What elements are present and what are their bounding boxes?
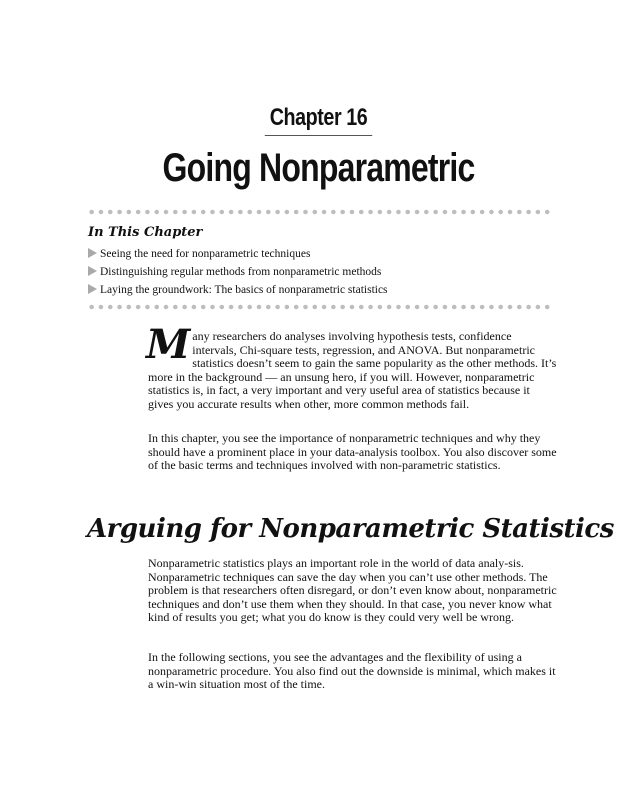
- chapter-number: [0, 104, 637, 136]
- list-item-text: Laying the groundwork: The basics of nonparametric statistics: [100, 284, 388, 296]
- chapter-title: Going Nonparametric: [162, 146, 475, 190]
- section-paragraph-2: In the following sections, you see the advantages and the flexibility of using a nonparametric procedure. You also find out the downside is minimal, which makes it a win-win situation most of the time.: [148, 650, 556, 692]
- drop-cap: M: [146, 321, 191, 368]
- intro-paragraph-1: [146, 321, 558, 412]
- section-text-2: [148, 651, 558, 692]
- in-this-chapter-list: [88, 245, 388, 299]
- triangle-bullet-icon: [88, 284, 97, 294]
- section-text: [148, 557, 558, 625]
- chapter-number-label: Chapter 16: [265, 104, 372, 136]
- dotted-divider-bottom: [87, 304, 553, 310]
- list-item-text: Distinguishing regular methods from nonparametric methods: [100, 266, 382, 278]
- list-item: [88, 263, 388, 281]
- list-item: [88, 245, 388, 263]
- triangle-bullet-icon: [88, 248, 97, 258]
- list-item-text: Seeing the need for nonparametric techniques: [100, 248, 311, 260]
- intro-paragraph-2: In this chapter, you see the importance of nonparametric techniques and why they should have a prominent place in your data-analysis toolbox. You also discover some of the basic terms and techniques involved with non-parametric statistics.: [148, 431, 557, 473]
- section-paragraph-1: Nonparametric statistics plays an important role in the world of data analy-sis. Nonparametric techniques can save the day when you can’t use other methods. The problem is that researchers often disregard, or don’t even know about, nonparametric techniques and don’t use them when they should. In that case, you never know what kind of results you get; what you do know is they could very well be wrong.: [148, 556, 557, 625]
- intro-text-2: [148, 432, 558, 473]
- intro-paragraph-1-text: any researchers do analyses involving hypothesis tests, confidence intervals, Chi-square tests, regression, and ANOVA. But nonparametric statistics doesn’t seem to gain the same popularity as the other methods. It’s more in the background — an unsung hero, if you will. However, nonparametric statistics is, in fact, a very important and very useful area of statistics because it gives you accurate results when other, more common methods fail.: [148, 329, 557, 411]
- intro-text: [146, 321, 558, 412]
- triangle-bullet-icon: [88, 266, 97, 276]
- dotted-divider-top: [87, 209, 553, 215]
- section-heading: Arguing for Nonparametric Statistics: [87, 514, 614, 544]
- list-item: [88, 281, 388, 299]
- in-this-chapter-heading: In This Chapter: [88, 225, 203, 240]
